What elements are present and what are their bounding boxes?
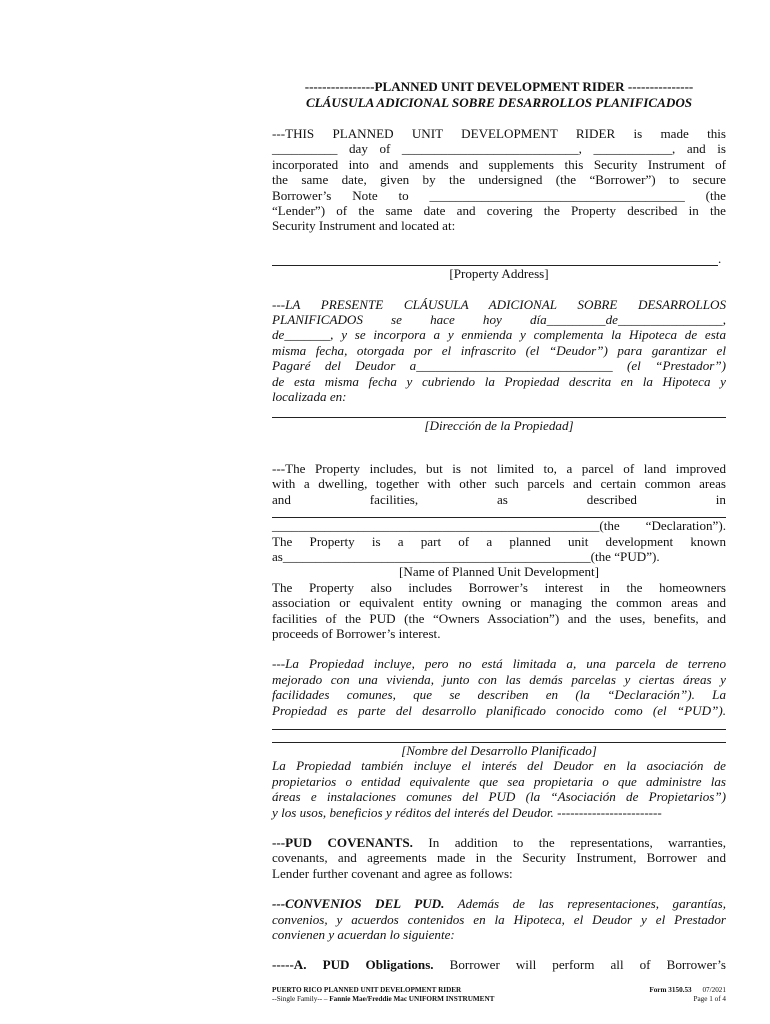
footer-instrument: Fannie Mae/Freddie Mac UNIFORM INSTRUMENT bbox=[329, 995, 495, 1003]
direccion-line bbox=[272, 405, 726, 418]
footer-family: --Single Family-- – bbox=[272, 995, 330, 1003]
property-address-line: . bbox=[272, 251, 726, 266]
footer-form-number: Form 3150.53 bbox=[649, 986, 692, 994]
title-english: ----------------PLANNED UNIT DEVELOPMENT RIDER --------------- bbox=[304, 79, 694, 94]
intro-english: ---THIS PLANNED UNIT DEVELOPMENT RIDER is made this __________ day of ___________________________, ____________, and is incorporated into and amends and supplements this Security Instrument of the same date, given by the undersigned (the “Borrower”) to secure Borrower’s Note to _______________________________________ (the “Lender”) of the same date and covering the Property described in the Security Instrument and located at: bbox=[272, 126, 726, 234]
intro-spanish: ---LA PRESENTE CLÁUSULA ADICIONAL SOBRE DESARROLLOS PLANIFICADOS se hace hoy día_________de________________, de_______, y se incorpora a y enmienda y complementa la Hipoteca de esta misma fecha, otorgada por el infrascrito (el “Deudor”) para garantizar el Pagaré del Deudor a______________________________ (el “Prestador”) de esta misma fecha y cubriendo la Propiedad descrita en la Hipoteca y localizada en: bbox=[272, 296, 726, 405]
footer-date: 07/2021 bbox=[702, 986, 726, 994]
section-a-pud-obligations: -----A. PUD Obligations. Borrower will perform all of Borrower’s bbox=[272, 957, 726, 973]
page-footer bbox=[272, 986, 726, 1004]
property-english: ---The Property includes, but is not limited to, a parcel of land improved with a dwelling, together with other such parcels and certain common areas and facilities, as described in __________________________________________________(the “Declaration”). The Property is a part of a planned unit development known as_______________________________________________(the “PUD”). [Name of Planned Unit Development] The Property also includes Borrower’s interest in the homeowners association or equivalent entity owning or managing the common areas and facilities of the PUD (the “Owners Association”) and the uses, benefits, and proceeds of Borrower’s interest. bbox=[272, 460, 726, 641]
property-address-label: [Property Address] bbox=[449, 266, 549, 282]
pud-covenants-english: ---PUD COVENANTS. In addition to the representations, warranties, covenants, and agreements made in the Security Instrument, Borrower and Lender further covenant and agree as follows: bbox=[272, 835, 726, 881]
footer-page-number: Page 1 of 4 bbox=[693, 995, 726, 1003]
property-spanish: ---La Propiedad incluye, pero no está limitada a, una parcela de terreno mejorado con una vivienda, junto con las demás parcelas y ciertas áreas y facilidades comunes, que se describen en (la “Declaración”). La Propiedad es parte del desarrollo planificado conocido como (el “PUD”). [Nombre del Desarrollo Planificado] La Propiedad también incluye el interés del Deudor en la asociación de propietarios o entidad equivalente que sea propietaria o que administre las áreas e instalaciones comunes del PUD (la “Asociación de Propietarios”) y los usos, beneficios y réditos del interés del Deudor. ------------------------ bbox=[272, 656, 726, 820]
footer-form-title: PUERTO RICO PLANNED UNIT DEVELOPMENT RIDER bbox=[272, 986, 462, 994]
document-body bbox=[272, 79, 726, 973]
pud-covenants-spanish: ---CONVENIOS DEL PUD. Además de las representaciones, garantías, convenios, y acuerdos contenidos en la Hipoteca, el Deudor y el Prestador convienen y acuerdan lo siguiente: bbox=[272, 896, 727, 943]
direccion-label: [Dirección de la Propiedad] bbox=[424, 417, 574, 433]
title-spanish: CLÁUSULA ADICIONAL SOBRE DESARROLLOS PLANIFICADOS bbox=[305, 95, 693, 110]
